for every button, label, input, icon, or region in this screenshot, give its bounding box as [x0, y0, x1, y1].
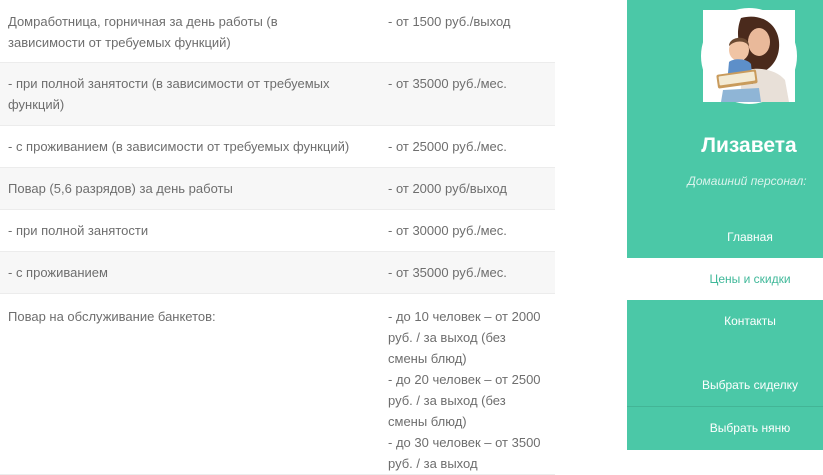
avatar [701, 8, 797, 104]
profile-name: Лизавета [701, 134, 797, 157]
service-cell: Повар на обслуживание банкетов: [8, 309, 216, 324]
table-row [0, 63, 555, 126]
table-row [0, 126, 555, 168]
sidebar [627, 0, 823, 450]
sidebar-nav [627, 216, 823, 448]
price-cell [382, 294, 555, 475]
service-cell: Повар (5,6 разрядов) за день работы [8, 181, 233, 196]
service-cell: - при полной занятости [8, 223, 149, 238]
price-line: - от 30000 руб./мес. [388, 223, 507, 238]
price-line: - до 30 человек – от 3500 руб. / за выход [388, 435, 541, 471]
profile-subtitle: Домашний персонал: [687, 174, 807, 188]
service-cell: - с проживанием [8, 265, 108, 280]
table-row [0, 294, 555, 475]
nav-item-prices[interactable]: Цены и скидки [627, 258, 823, 300]
table-row [0, 168, 555, 210]
nav-item-choose-nanny[interactable]: Выбрать няню [627, 406, 823, 448]
price-line: - до 20 человек – от 2500 руб. / за выход (без смены блюд) [388, 372, 541, 429]
price-line: - от 25000 руб./мес. [388, 139, 507, 154]
nav-item-home[interactable]: Главная [727, 230, 773, 244]
price-cell [382, 63, 555, 126]
price-cell [382, 210, 555, 252]
service-cell: Домработница, горничная за день работы (в зависимости от требуемых функций) [8, 14, 278, 50]
avatar-photo [703, 10, 795, 102]
nav-item-contacts[interactable]: Контакты [724, 314, 776, 328]
price-line: - от 1500 руб./выход [388, 14, 511, 29]
price-cell [382, 252, 555, 294]
table-row [0, 252, 555, 294]
service-cell: - с проживанием (в зависимости от требуемых функций) [8, 139, 350, 154]
price-line: - от 35000 руб./мес. [388, 76, 507, 91]
service-cell: - при полной занятости (в зависимости от требуемых функций) [8, 76, 330, 112]
table-row [0, 0, 555, 63]
price-cell [382, 126, 555, 168]
table-row [0, 210, 555, 252]
price-line: - от 35000 руб./мес. [388, 265, 507, 280]
price-cell [382, 0, 555, 63]
price-line: - до 10 человек – от 2000 руб. / за выход (без смены блюд) [388, 309, 541, 366]
nav-item-choose-caregiver[interactable]: Выбрать сиделку [701, 378, 799, 392]
price-cell [382, 168, 555, 210]
price-line: - от 2000 руб/выход [388, 181, 507, 196]
